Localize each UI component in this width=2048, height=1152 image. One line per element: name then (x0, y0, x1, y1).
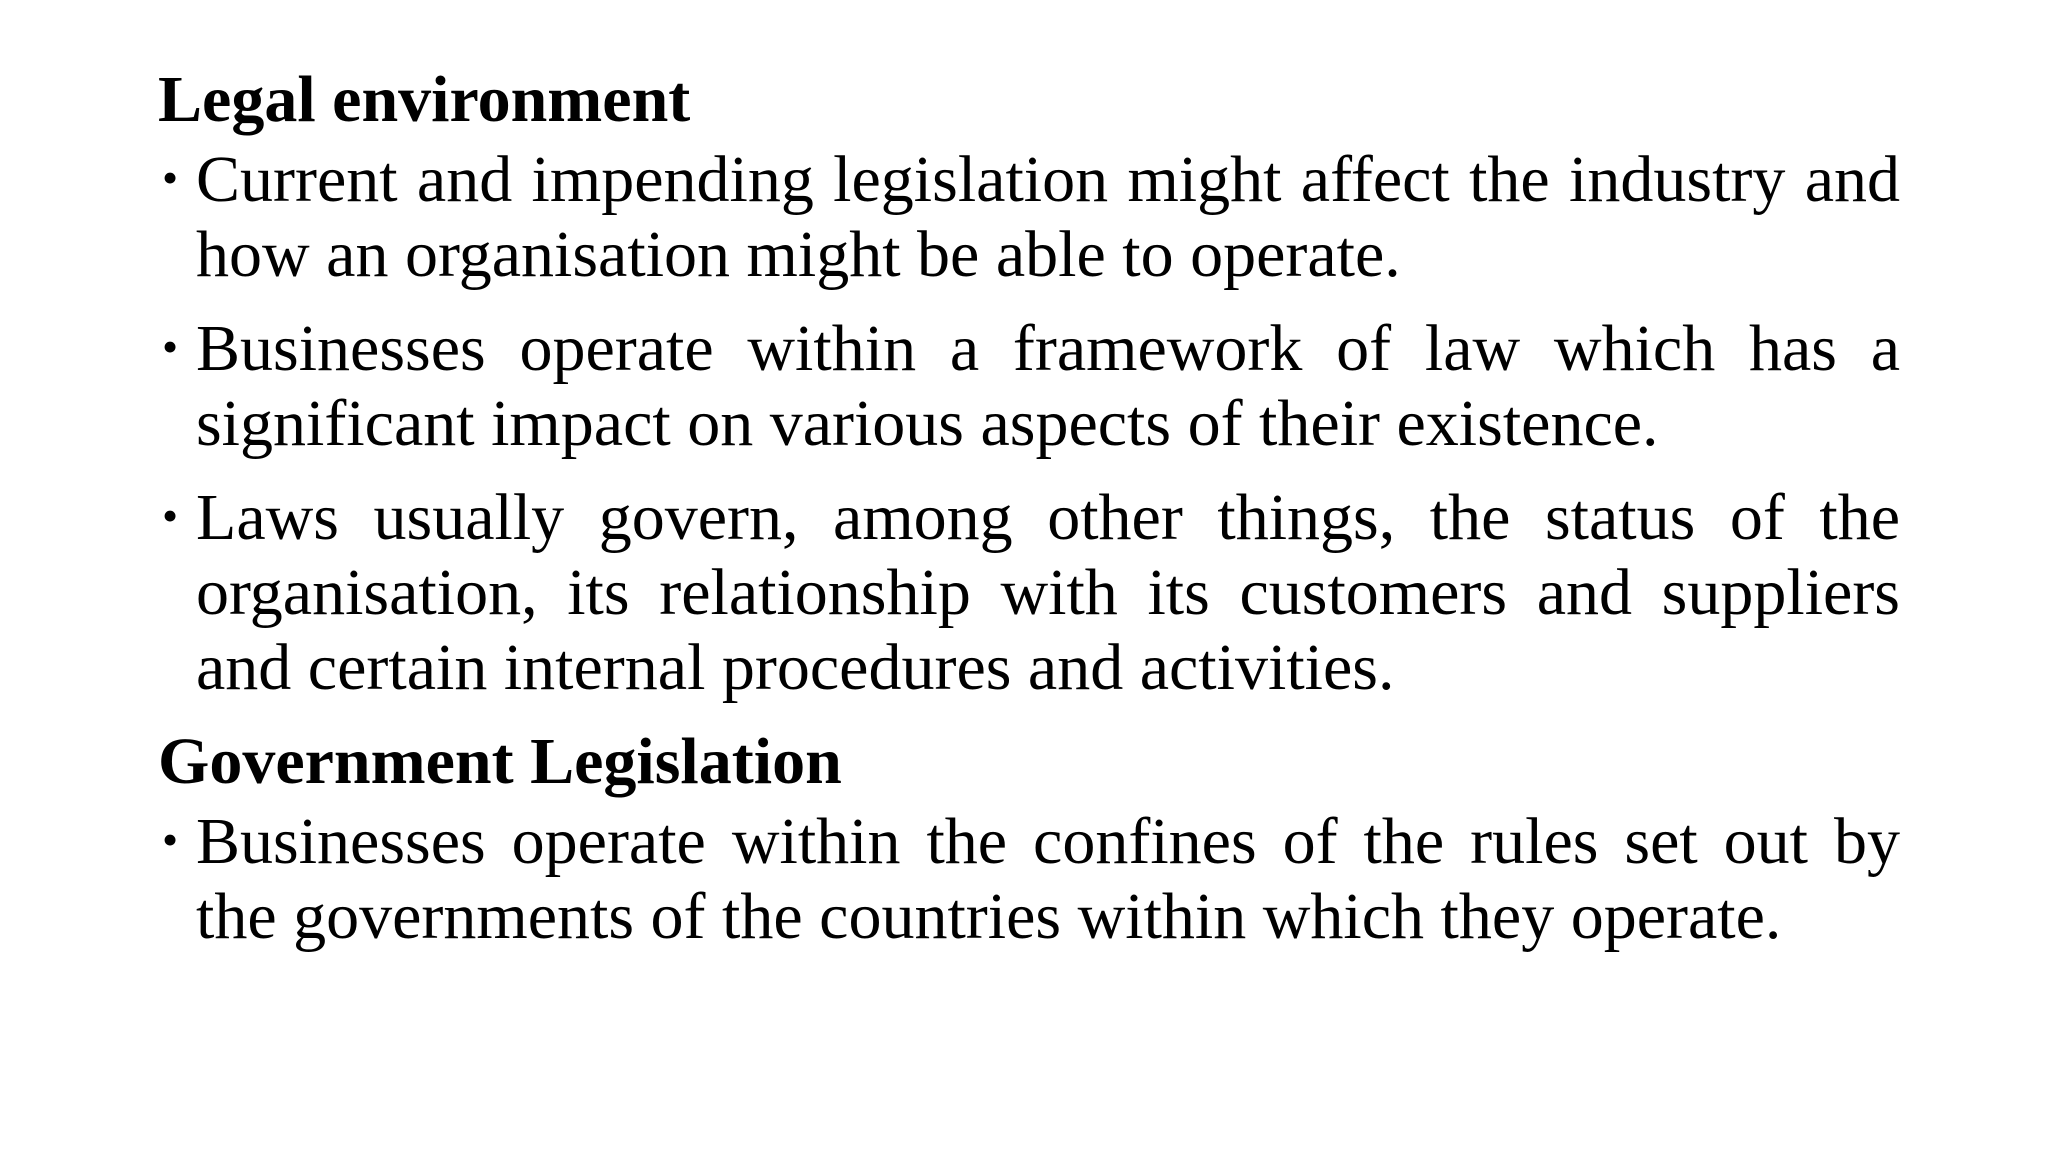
section-heading: Government Legislation (158, 725, 842, 798)
bullet-icon: • (162, 814, 179, 865)
bullet-icon: • (162, 321, 179, 372)
bullet-text: Businesses operate within a framework of law which has a significant impact on various aspects of their existence. (196, 312, 1900, 460)
bullet-list (158, 142, 1900, 705)
bullet-item (158, 311, 1900, 461)
bullet-item (158, 142, 1900, 292)
slide-content (158, 62, 1900, 973)
section-heading: Legal environment (158, 63, 691, 136)
bullet-list (158, 804, 1900, 954)
bullet-text: Current and impending legislation might affect the industry and how an organisation might be able to operate. (196, 143, 1900, 291)
bullet-text: Laws usually govern, among other things, the status of the organisation, its relationship with its customers and suppliers and certain internal procedures and activities. (196, 481, 1900, 704)
section-legal-environment (158, 62, 1900, 705)
bullet-icon: • (162, 152, 179, 203)
section-government-legislation (158, 724, 1900, 954)
bullet-icon: • (162, 490, 179, 541)
bullet-text: Businesses operate within the confines of the rules set out by the governments of the countries within which they operate. (196, 805, 1900, 953)
bullet-item (158, 480, 1900, 705)
bullet-item (158, 804, 1900, 954)
